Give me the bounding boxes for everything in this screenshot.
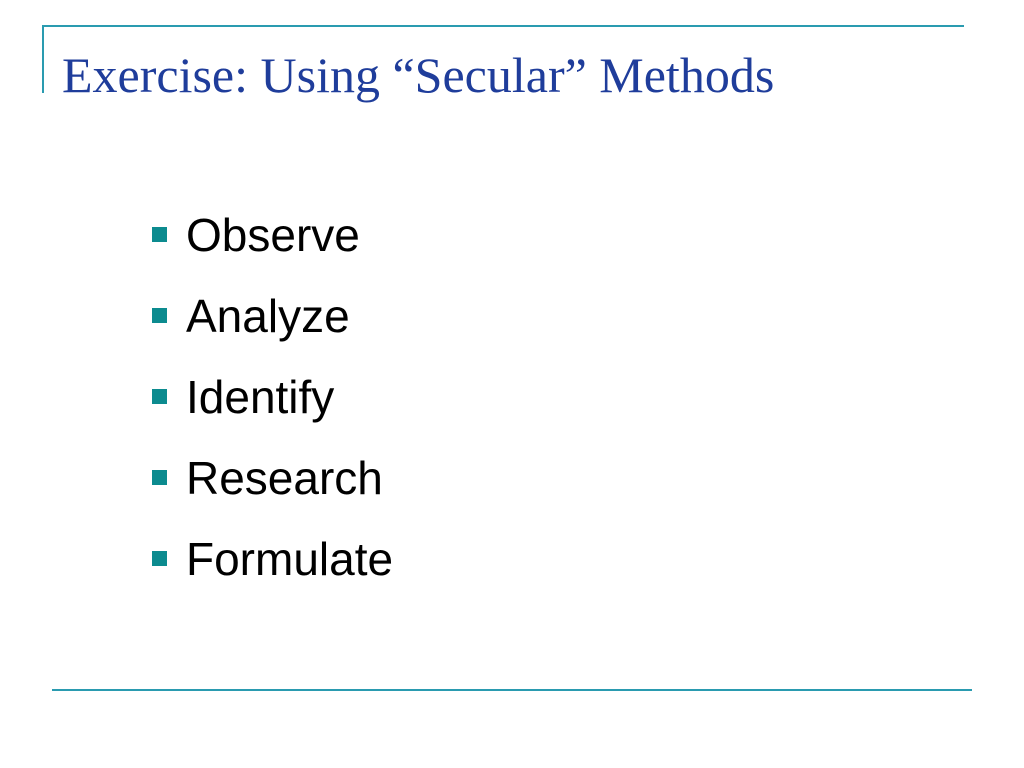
square-bullet-icon	[152, 308, 167, 323]
left-rule	[42, 25, 44, 93]
bullet-item-research	[152, 437, 393, 518]
square-bullet-icon	[152, 389, 167, 404]
bullet-label: Analyze	[186, 289, 350, 342]
bullet-item-formulate	[152, 518, 393, 599]
top-rule	[42, 25, 964, 27]
bullet-item-observe	[152, 194, 393, 275]
bullet-item-analyze	[152, 275, 393, 356]
bullet-label: Identify	[186, 370, 335, 423]
bullet-list	[152, 194, 393, 599]
bottom-rule	[52, 689, 972, 691]
square-bullet-icon	[152, 551, 167, 566]
slide-title: Exercise: Using “Secular” Methods	[62, 47, 775, 103]
square-bullet-icon	[152, 227, 167, 242]
bullet-label: Research	[186, 451, 383, 504]
square-bullet-icon	[152, 470, 167, 485]
bullet-item-identify	[152, 356, 393, 437]
bullet-label: Formulate	[186, 532, 394, 585]
bullet-label: Observe	[186, 208, 360, 261]
